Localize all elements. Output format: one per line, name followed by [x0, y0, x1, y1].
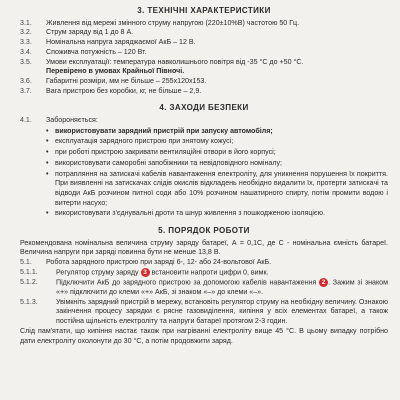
item-number: 3.2.: [20, 28, 32, 37]
step-text-before: Підключити АкБ до зарядного пристрою за допомогою кабелів навантаження: [56, 278, 317, 287]
item-number: [20, 67, 46, 77]
order-step: [20, 278, 388, 298]
item-number: 3.1.: [20, 18, 32, 27]
order-step: [20, 298, 388, 327]
item-text: Номінальна напруга заряджаємої АкБ – 12 В.: [46, 38, 196, 47]
callout-badge: 2: [319, 278, 328, 287]
list-item-text: використовувати з'єднувальні дроти та шнур живлення з пошкодженою ізоляцією.: [55, 209, 325, 218]
bullet-icon: •: [46, 137, 49, 146]
item-text: Живлення від мережі змінного струму напругою (220±10%В) частотою 50 Гц.: [46, 18, 300, 27]
callout-badge: 3: [141, 268, 150, 277]
list-item-text: використовувати саморобні запобіжники та невідповідного номіналу;: [55, 158, 283, 167]
list-item-text: потрапляння на затискачі кабелів навантаження електроліту, для уникнення порушення їх покриття. При виявленні на затискачах слідів окислів відкладень необхідно видалити їх, протерти затискачі та відводи АкБ розчином питної соди або 10% розчином нашатирного спирту, потім промити водою і витерти насухо;: [55, 169, 388, 207]
item-number: 3.7.: [20, 86, 32, 95]
list-item: [46, 148, 388, 158]
list-item: [46, 127, 388, 137]
item-text: Вага пристрою без коробки, кг, не більше – 2,9.: [46, 86, 202, 95]
tech-item: [20, 67, 388, 77]
bullet-icon: •: [46, 169, 49, 178]
item-number: 4.1.: [20, 116, 32, 125]
item-text: Забороняється:: [46, 116, 98, 125]
item-number: 5.1.2.: [20, 277, 38, 286]
bullet-icon: •: [46, 158, 49, 167]
item-number: 3.6.: [20, 76, 32, 85]
order-intro: Рекомендована номінальна величина струму заряду батареї, А = 0,1С, де С - номінальна ємність батареї. Величина напруги при заряді повинна бути не менше 13,8 В.: [20, 238, 388, 257]
list-item: [46, 170, 388, 209]
tech-item: [20, 58, 388, 68]
list-item: [46, 137, 388, 147]
item-number: 3.3.: [20, 38, 32, 47]
step-text-before: Регулятор струму заряду: [56, 268, 139, 277]
tech-list: [20, 19, 388, 97]
order-step: [20, 258, 388, 268]
tech-item: [20, 28, 388, 38]
item-text: Робота зарядного пристрою при заряді 6-, 12- або 24-вольтової АкБ.: [46, 258, 272, 267]
item-number: 5.1.3.: [20, 297, 38, 306]
tech-item: [20, 48, 388, 58]
item-text: Увімкніть зарядний пристрій в мережу, встановіть регулятор струму на необхідну величину. Ознакою закінчення процесу зарядки є рясне газовиділення, кипіння у всіх елементах батареї, а також постійна щільність електроліту та напруги батареї протягом 2-3 годин.: [56, 297, 388, 326]
section-title-safety: 4. ЗАХОДИ БЕЗПЕКИ: [159, 103, 249, 113]
item-text: [56, 268, 388, 278]
step-text-after: встановити напроти цифри 0, вимк.: [151, 268, 269, 277]
bullet-icon: •: [46, 148, 49, 157]
item-text: Перевірено в умовах Крайньої Півночі.: [46, 67, 185, 76]
item-number: 5.1.: [20, 258, 32, 267]
item-number: 3.5.: [20, 57, 32, 66]
item-text: Габаритні розміри, мм не більше – 255х120х153.: [46, 76, 207, 85]
bullet-icon: •: [46, 209, 49, 218]
bullet-icon: •: [46, 126, 49, 135]
item-text: Умови експлуатації: температура навколишнього повітря від -35 °С до +50 °С.: [46, 57, 304, 66]
tech-item: [20, 87, 388, 97]
order-step: [20, 268, 388, 278]
item-text: Струм заряду від 1 до 8 А.: [46, 28, 134, 37]
item-text: Споживча потужність – 120 Вт.: [46, 47, 147, 56]
safety-list: [46, 127, 388, 219]
tech-item: [20, 77, 388, 87]
list-item-text: при роботі пристрою закривати вентиляційні отвори в його корпусі;: [55, 148, 276, 157]
step-text-after: . Зажим зі знаком «+» підключити до клеми «+» АкБ, зі знаком «–» до клеми «–».: [56, 278, 388, 297]
list-item: [46, 159, 388, 169]
section-title-tech: 3. ТЕХНІЧНІ ХАРАКТЕРИСТИКИ: [137, 6, 271, 15]
tech-item: [20, 19, 388, 29]
item-number: 5.1.1.: [20, 267, 38, 276]
item-text: [56, 278, 388, 298]
list-item: [46, 209, 388, 219]
list-item-text: експлуатація зарядного пристрою при знятому кожусі;: [55, 137, 234, 146]
safety-intro: [20, 116, 388, 126]
tech-item: [20, 38, 388, 48]
item-number: 3.4.: [20, 47, 32, 56]
order-outro: Слід пам'ятати, що кипіння настає також при нагріванні електроліту вище 45 °С. В цьому випадку потрібно дати електроліту охолонути до 30 °С, а потім продовжити заряд.: [20, 326, 388, 345]
section-title-order: 5. ПОРЯДОК РОБОТИ: [158, 226, 250, 236]
list-item-text: використовувати зарядний пристрій при запуску автомобіля;: [55, 126, 273, 135]
